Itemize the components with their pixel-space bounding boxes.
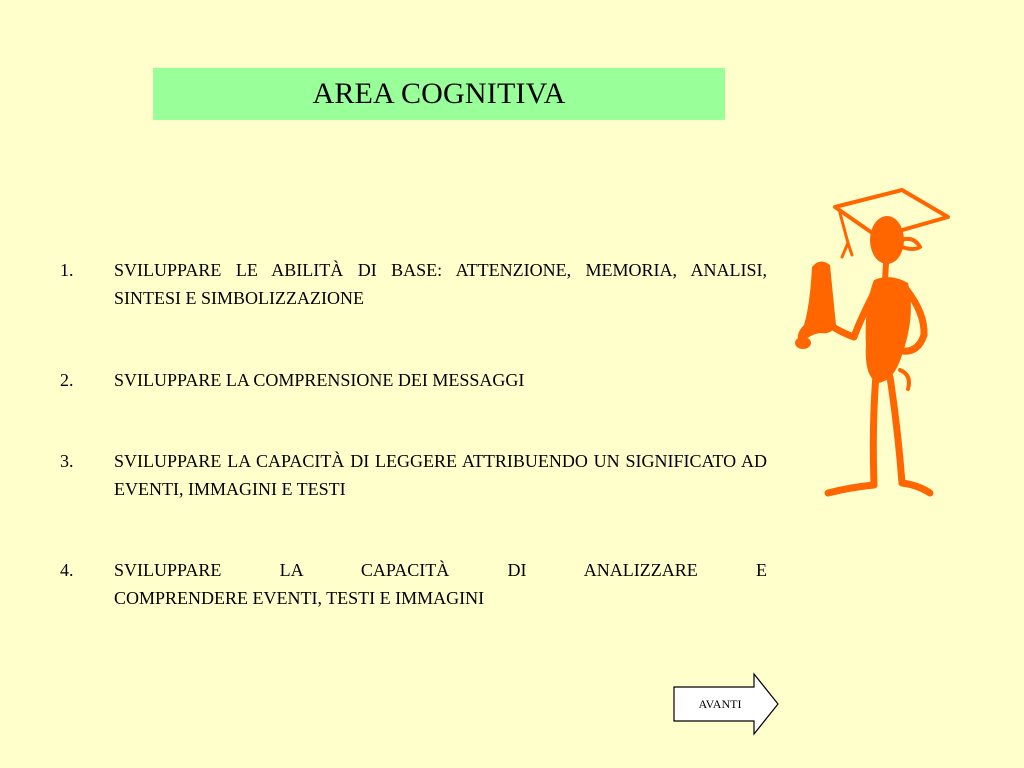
- list-item-text: SVILUPPARE LE ABILITÀ DI BASE: ATTENZIONE, MEMORIA, ANALISI, SINTESI E SIMBOLIZZAZIONE: [114, 260, 767, 308]
- list-item: [60, 366, 767, 394]
- next-button[interactable]: [672, 672, 780, 736]
- list-item-text-line2: COMPRENDERE EVENTI, TESTI E IMMAGINI: [114, 588, 485, 608]
- list-item-text: [114, 556, 767, 612]
- title-banner: [153, 68, 725, 120]
- list-item: [60, 556, 767, 612]
- list-item-number: 3.: [60, 451, 74, 471]
- list-item-number: 1.: [60, 260, 74, 280]
- list-item-text-line1: SVILUPPARE LA CAPACITÀ DI ANALIZZARE E: [114, 560, 767, 580]
- list-item-text: SVILUPPARE LA CAPACITÀ DI LEGGERE ATTRIBUENDO UN SIGNIFICATO AD EVENTI, IMMAGINI E TESTI: [114, 451, 767, 499]
- list-item-text: SVILUPPARE LA COMPRENSIONE DEI MESSAGGI: [114, 370, 525, 390]
- next-button-label: AVANTI: [698, 697, 742, 711]
- graduate-figure-icon: [790, 185, 955, 505]
- list-item: [60, 256, 767, 312]
- slide-title: AREA COGNITIVA: [312, 77, 566, 110]
- list-item-number: 4.: [60, 560, 74, 580]
- list-item-number: 2.: [60, 370, 74, 390]
- list-item: [60, 447, 767, 503]
